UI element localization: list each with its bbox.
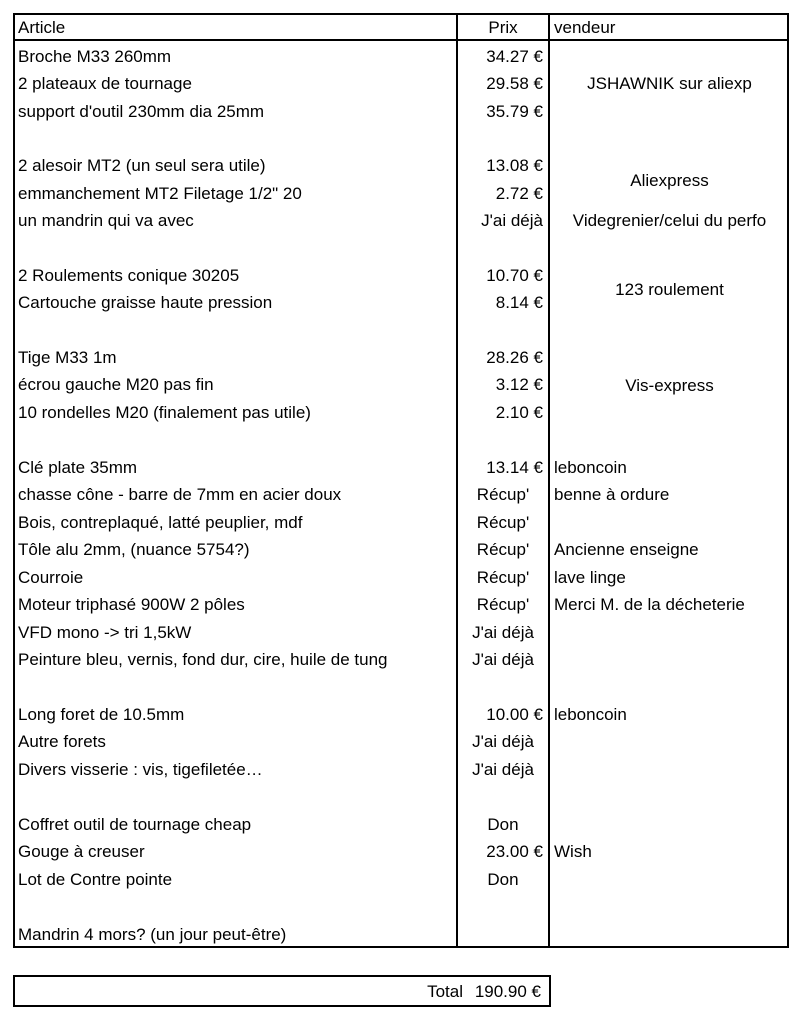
- item-article: Bois, contreplaqué, latté peuplier, mdf: [18, 513, 303, 532]
- item-article: Mandrin 4 mors? (un jour peut-être): [18, 925, 287, 944]
- item-prix: Récup': [476, 513, 530, 532]
- item-article: Lot de Contre pointe: [18, 870, 173, 889]
- vendeur-benne: benne à ordure: [554, 485, 670, 504]
- item-article: Long foret de 10.5mm: [18, 705, 185, 724]
- item-article: Tôle alu 2mm, (nuance 5754?): [18, 540, 250, 559]
- vendeur-roulement: 123 roulement: [615, 280, 724, 299]
- item-prix: 2.72 €: [495, 184, 543, 203]
- item-prix: J'ai déjà: [472, 650, 534, 669]
- item-prix: J'ai déjà: [481, 211, 543, 230]
- price-table: [13, 13, 789, 948]
- vendeur-leboncoin: leboncoin: [554, 705, 627, 724]
- item-article: Cartouche graisse haute pression: [18, 293, 273, 312]
- item-prix: 29.58 €: [486, 74, 543, 93]
- item-prix: Récup': [476, 568, 530, 587]
- vendeur-lavelinge: lave linge: [554, 568, 626, 587]
- total-box: [13, 975, 551, 1007]
- item-prix: 28.26 €: [486, 348, 543, 367]
- vendeur-videgrenier: Videgrenier/celui du perfo: [572, 211, 767, 230]
- header-divider: [15, 39, 787, 41]
- item-article: Gouge à creuser: [18, 842, 145, 861]
- total-value: 190.90 €: [474, 982, 541, 1001]
- item-prix: 3.12 €: [495, 375, 543, 394]
- item-article: Courroie: [18, 568, 84, 587]
- header-vendeur: vendeur: [554, 18, 616, 37]
- item-prix: Récup': [476, 485, 530, 504]
- item-article: Peinture bleu, vernis, fond dur, cire, huile de tung: [18, 650, 388, 669]
- vendeur-decheterie: Merci M. de la décheterie: [554, 595, 745, 614]
- item-prix: Don: [487, 870, 519, 889]
- item-prix: 2.10 €: [495, 403, 543, 422]
- item-article: Autre forets: [18, 732, 106, 751]
- item-article: 2 Roulements conique 30205: [18, 266, 240, 285]
- item-prix: 8.14 €: [495, 293, 543, 312]
- item-prix: 23.00 €: [486, 842, 543, 861]
- item-prix: J'ai déjà: [472, 623, 534, 642]
- item-article: Broche M33 260mm: [18, 47, 172, 66]
- item-article: VFD mono -> tri 1,5kW: [18, 623, 192, 642]
- item-article: Clé plate 35mm: [18, 458, 138, 477]
- item-article: 2 alesoir MT2 (un seul sera utile): [18, 156, 266, 175]
- item-prix: 10.00 €: [486, 705, 543, 724]
- item-article: écrou gauche M20 pas fin: [18, 375, 214, 394]
- item-article: Coffret outil de tournage cheap: [18, 815, 252, 834]
- item-prix: Récup': [476, 595, 530, 614]
- item-article: chasse cône - barre de 7mm en acier doux: [18, 485, 342, 504]
- vendeur-visexpress: Vis-express: [625, 376, 714, 395]
- item-prix: Récup': [476, 540, 530, 559]
- item-prix: 34.27 €: [486, 47, 543, 66]
- item-article: Divers visserie : vis, tigefiletée…: [18, 760, 263, 779]
- header-article: Article: [18, 18, 66, 37]
- item-article: 2 plateaux de tournage: [18, 74, 192, 93]
- header-prix: Prix: [488, 18, 518, 37]
- item-article: support d'outil 230mm dia 25mm: [18, 102, 265, 121]
- item-prix: 13.14 €: [486, 458, 543, 477]
- item-article: un mandrin qui va avec: [18, 211, 194, 230]
- item-article: emmanchement MT2 Filetage 1/2" 20: [18, 184, 302, 203]
- vendeur-leboncoin: leboncoin: [554, 458, 627, 477]
- column-divider: [548, 15, 550, 946]
- total-label: Total: [427, 982, 463, 1001]
- item-prix: 13.08 €: [486, 156, 543, 175]
- item-prix: Don: [487, 815, 519, 834]
- item-prix: 10.70 €: [486, 266, 543, 285]
- vendeur-wish: Wish: [554, 842, 592, 861]
- vendeur-aliexpress: Aliexpress: [630, 171, 709, 190]
- item-article: Tige M33 1m: [18, 348, 117, 367]
- item-prix: J'ai déjà: [472, 732, 534, 751]
- item-prix: J'ai déjà: [472, 760, 534, 779]
- item-article: Moteur triphasé 900W 2 pôles: [18, 595, 245, 614]
- item-article: 10 rondelles M20 (finalement pas utile): [18, 403, 311, 422]
- vendeur-enseigne: Ancienne enseigne: [554, 540, 699, 559]
- vendeur-jshawnik: JSHAWNIK sur aliexp: [587, 74, 752, 93]
- item-prix: 35.79 €: [486, 102, 543, 121]
